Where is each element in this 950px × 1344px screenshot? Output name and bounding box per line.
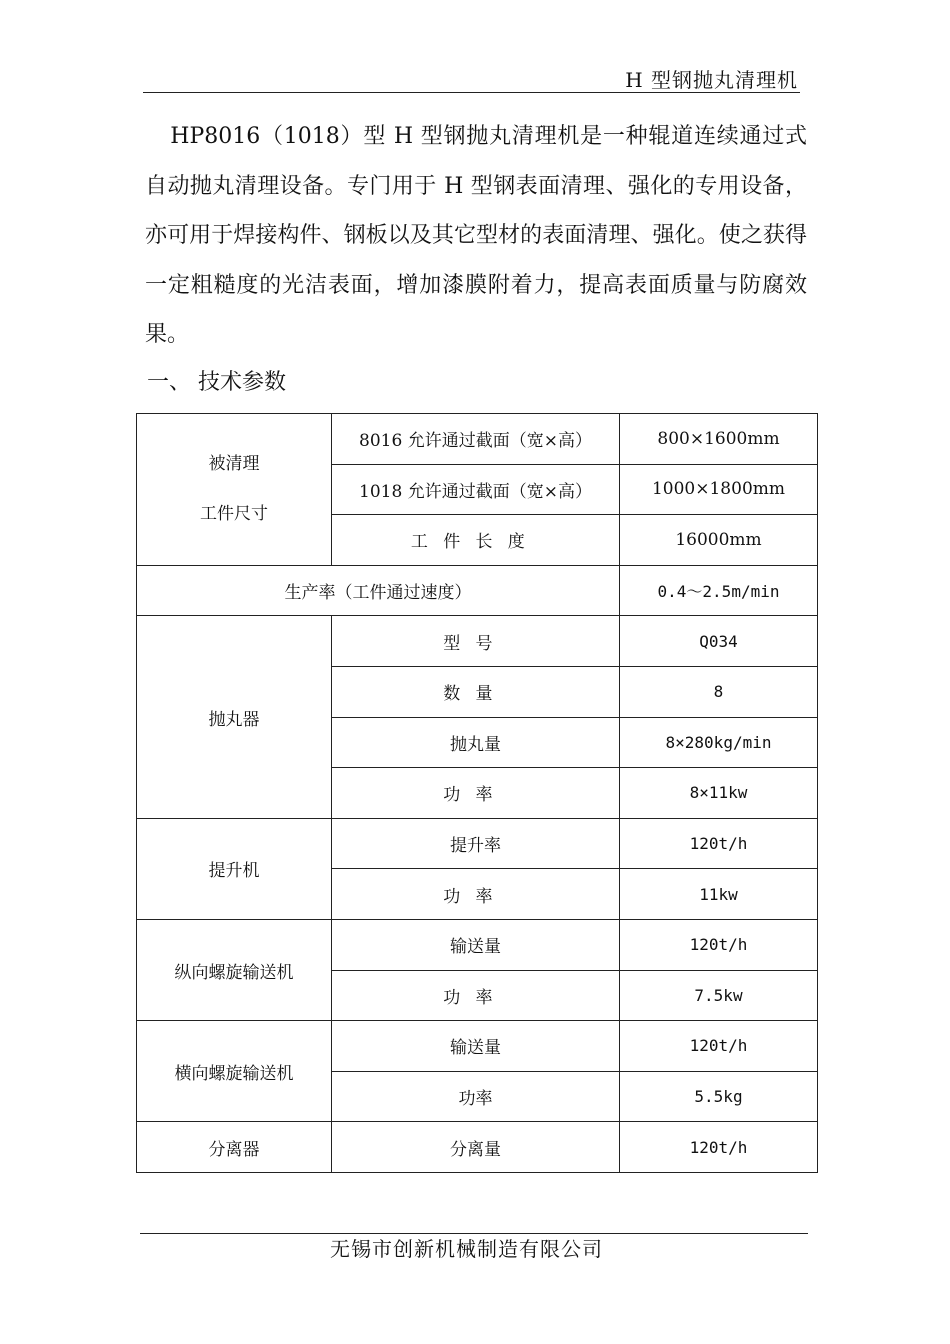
group-workpiece [137,414,332,566]
value-cell: 7.5kw [620,970,818,1021]
table-row [137,818,818,869]
value-cell: 120t/h [620,919,818,970]
group-label-line1: 被清理 [208,454,260,475]
value-cell: 0.4～2.5m/min [620,565,818,616]
param-cell: 提升率 [332,818,620,869]
value-cell: 120t/h [620,1122,818,1173]
param-cell: 功率 [332,1071,620,1122]
table-row [137,565,818,616]
param-cell: 功率 [332,869,620,920]
section-heading: 一、 技术参数 [147,370,286,395]
table-row [137,1021,818,1072]
group-label-line2: 工件尺寸 [200,504,268,525]
param-cell: 功率 [332,768,620,819]
value-cell: 120t/h [620,818,818,869]
group-longitudinal-screw: 纵向螺旋输送机 [137,919,332,1020]
param-cell: 输送量 [332,1021,620,1072]
group-transverse-screw: 横向螺旋输送机 [137,1021,332,1122]
param-cell: 8016 允许通过截面（宽×高） [332,414,620,465]
value-cell: 11kw [620,869,818,920]
param-cell: 数量 [332,666,620,717]
header-rule [143,92,800,93]
param-cell: 型号 [332,616,620,667]
group-shot-blaster: 抛丸器 [137,616,332,818]
value-cell: 16000mm [620,515,818,566]
table-row [137,616,818,667]
table-row [137,414,818,465]
productivity-label: 生产率（工件通过速度） [137,565,620,616]
value-cell: 120t/h [620,1021,818,1072]
table-row [137,919,818,970]
value-cell: 8×280kg/min [620,717,818,768]
group-separator: 分离器 [137,1122,332,1173]
param-cell: 抛丸量 [332,717,620,768]
value-cell: 5.5kg [620,1071,818,1122]
param-cell: 分离量 [332,1122,620,1173]
value-cell: Q034 [620,616,818,667]
param-cell: 输送量 [332,919,620,970]
spec-table [136,413,818,1173]
footer-company: 无锡市创新机械制造有限公司 [330,1237,603,1261]
value-cell: 8×11kw [620,768,818,819]
value-cell: 1000×1800mm [620,464,818,515]
value-cell: 8 [620,666,818,717]
param-cell: 功率 [332,970,620,1021]
table-row [137,1122,818,1173]
header-title: H 型钢抛丸清理机 [625,68,798,92]
param-cell: 工件长度 [332,515,620,566]
group-elevator: 提升机 [137,818,332,919]
value-cell: 800×1600mm [620,414,818,465]
param-cell: 1018 允许通过截面（宽×高） [332,464,620,515]
intro-paragraph: HP8016（1018）型 H 型钢抛丸清理机是一种辊道连续通过式自动抛丸清理设备。专门用于 H 型钢表面清理、强化的专用设备，亦可用于焊接构件、钢板以及其它型材的表面清理、强化。使之获得一定粗糙度的光洁表面，增加漆膜附着力，提高表面质量与防腐效果。 [145,124,807,347]
